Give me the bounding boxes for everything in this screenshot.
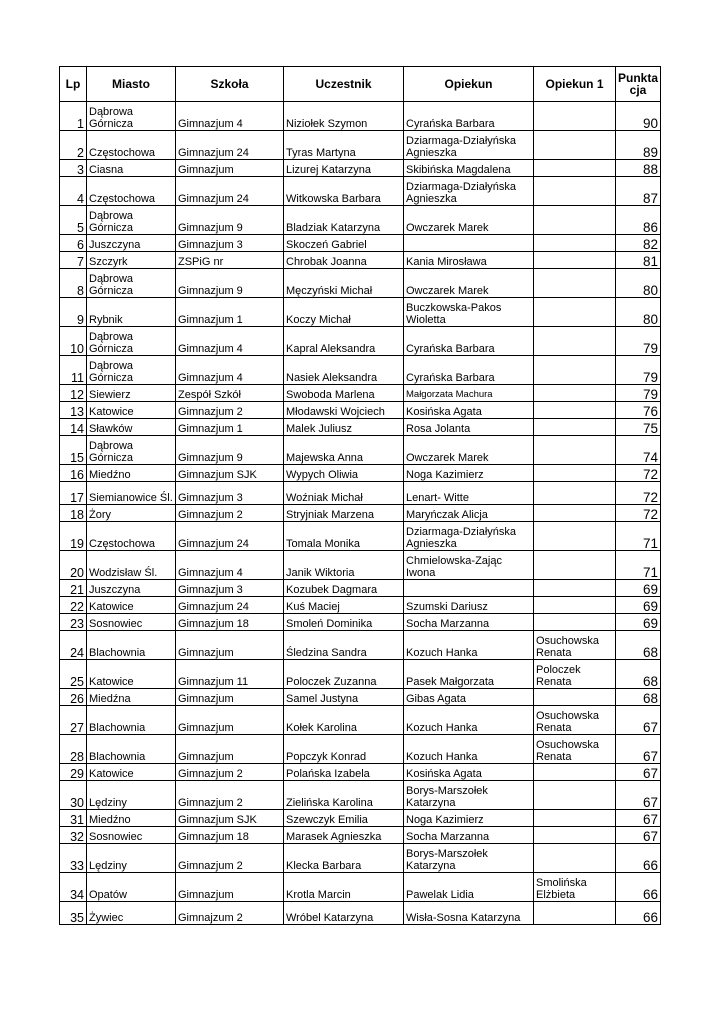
row-opiekun: Socha Marzanna	[404, 614, 534, 631]
row-punktacja: 86	[616, 206, 661, 235]
row-lp: 24	[60, 631, 87, 660]
table-row	[60, 327, 661, 356]
row-lp: 17	[60, 482, 87, 505]
row-punktacja: 66	[616, 844, 661, 873]
table-row	[60, 385, 661, 402]
table-row	[60, 102, 661, 131]
table-row	[60, 614, 661, 631]
row-uczestnik: Wypych Oliwia	[284, 465, 404, 482]
row-szkola: Gimnazjum 4	[176, 551, 284, 580]
row-uczestnik: Młodawski Wojciech	[284, 402, 404, 419]
row-miasto: Blachownia	[87, 706, 176, 735]
row-uczestnik: Kuś Maciej	[284, 597, 404, 614]
row-punktacja: 79	[616, 385, 661, 402]
row-punktacja: 67	[616, 706, 661, 735]
row-lp: 25	[60, 660, 87, 689]
row-punktacja: 80	[616, 269, 661, 298]
table-row	[60, 177, 661, 206]
row-szkola: Gimnazjum 4	[176, 102, 284, 131]
table-row	[60, 465, 661, 482]
row-opiekun1	[534, 810, 616, 827]
row-miasto: Opatów	[87, 873, 176, 902]
row-miasto: Szczyrk	[87, 252, 176, 269]
row-lp: 19	[60, 522, 87, 551]
row-opiekun1	[534, 327, 616, 356]
row-uczestnik: Tyras Martyna	[284, 131, 404, 160]
row-opiekun	[404, 580, 534, 597]
row-uczestnik: Krotla Marcin	[284, 873, 404, 902]
row-szkola: Gimnazjum SJK	[176, 465, 284, 482]
row-opiekun: Owczarek Marek	[404, 269, 534, 298]
row-uczestnik: Śledzina Sandra	[284, 631, 404, 660]
row-opiekun1	[534, 505, 616, 522]
row-opiekun: Dziarmaga-Działyńska Agnieszka	[404, 131, 534, 160]
row-lp: 15	[60, 436, 87, 465]
row-szkola: Gimnazjum 2	[176, 764, 284, 781]
row-opiekun: Małgorzata Machura	[404, 385, 534, 402]
row-miasto: Miedźna	[87, 689, 176, 706]
row-uczestnik: Niziołek Szymon	[284, 102, 404, 131]
row-szkola: Gimnazjum 2	[176, 505, 284, 522]
row-opiekun: Maryńczak Alicja	[404, 505, 534, 522]
table-row	[60, 551, 661, 580]
row-opiekun: Noga Kazimierz	[404, 465, 534, 482]
table-row	[60, 522, 661, 551]
row-miasto: Siemianowice Śl.	[87, 482, 176, 505]
row-miasto: Dąbrowa Górnicza	[87, 436, 176, 465]
row-opiekun: Pawelak Lidia	[404, 873, 534, 902]
row-punktacja: 72	[616, 482, 661, 505]
row-punktacja: 66	[616, 873, 661, 902]
row-opiekun1	[534, 252, 616, 269]
row-miasto: Dąbrowa Górnicza	[87, 356, 176, 385]
row-punktacja: 79	[616, 327, 661, 356]
row-opiekun: Rosa Jolanta	[404, 419, 534, 436]
row-punktacja: 88	[616, 160, 661, 177]
table-row	[60, 206, 661, 235]
table-row	[60, 356, 661, 385]
row-uczestnik: Kozubek Dagmara	[284, 580, 404, 597]
table-row	[60, 706, 661, 735]
table-row	[60, 873, 661, 902]
row-punktacja: 69	[616, 614, 661, 631]
row-opiekun: Wisła-Sosna Katarzyna	[404, 902, 534, 925]
row-uczestnik: Szewczyk Emilia	[284, 810, 404, 827]
row-opiekun1	[534, 551, 616, 580]
row-uczestnik: Malek Juliusz	[284, 419, 404, 436]
row-lp: 22	[60, 597, 87, 614]
row-uczestnik: Woźniak Michał	[284, 482, 404, 505]
row-opiekun: Kosińska Agata	[404, 402, 534, 419]
row-szkola: ZSPiG nr	[176, 252, 284, 269]
row-miasto: Wodzisław Śl.	[87, 551, 176, 580]
table-row	[60, 298, 661, 327]
row-opiekun: Kozuch Hanka	[404, 706, 534, 735]
row-uczestnik: Koczy Michał	[284, 298, 404, 327]
row-opiekun1	[534, 177, 616, 206]
row-szkola: Gimnazjum SJK	[176, 810, 284, 827]
row-opiekun1	[534, 522, 616, 551]
table-row	[60, 131, 661, 160]
row-uczestnik: Stryjniak Marzena	[284, 505, 404, 522]
row-punktacja: 68	[616, 660, 661, 689]
row-miasto: Siewierz	[87, 385, 176, 402]
row-lp: 18	[60, 505, 87, 522]
row-opiekun1	[534, 597, 616, 614]
row-uczestnik: Skoczeń Gabriel	[284, 235, 404, 252]
row-uczestnik: Chrobak Joanna	[284, 252, 404, 269]
row-opiekun	[404, 235, 534, 252]
table-row	[60, 597, 661, 614]
row-opiekun: Cyrańska Barbara	[404, 356, 534, 385]
row-szkola: Gimnazjum	[176, 706, 284, 735]
row-szkola: Gimnazjum 4	[176, 356, 284, 385]
row-szkola: Gimnazjum 24	[176, 131, 284, 160]
row-lp: 32	[60, 827, 87, 844]
row-punktacja: 80	[616, 298, 661, 327]
table-row	[60, 781, 661, 810]
row-uczestnik: Polańska Izabela	[284, 764, 404, 781]
row-miasto: Dąbrowa Górnicza	[87, 269, 176, 298]
row-lp: 11	[60, 356, 87, 385]
row-opiekun1	[534, 235, 616, 252]
row-punktacja: 71	[616, 522, 661, 551]
row-opiekun1	[534, 827, 616, 844]
row-opiekun: Noga Kazimierz	[404, 810, 534, 827]
row-punktacja: 75	[616, 419, 661, 436]
table-row	[60, 269, 661, 298]
row-opiekun: Skibińska Magdalena	[404, 160, 534, 177]
col-header-uczestnik: Uczestnik	[284, 67, 404, 102]
row-punktacja: 67	[616, 781, 661, 810]
table-row	[60, 235, 661, 252]
row-opiekun1	[534, 465, 616, 482]
row-opiekun: Kozuch Hanka	[404, 631, 534, 660]
row-punktacja: 67	[616, 827, 661, 844]
row-uczestnik: Majewska Anna	[284, 436, 404, 465]
row-miasto: Blachownia	[87, 735, 176, 764]
row-opiekun1	[534, 356, 616, 385]
row-opiekun: Cyrańska Barbara	[404, 102, 534, 131]
row-lp: 29	[60, 764, 87, 781]
row-punktacja: 68	[616, 689, 661, 706]
row-opiekun1	[534, 902, 616, 925]
row-uczestnik: Nasiek Aleksandra	[284, 356, 404, 385]
row-punktacja: 79	[616, 356, 661, 385]
row-szkola: Gimnazjum	[176, 873, 284, 902]
col-header-punktacja-line2: cja	[629, 83, 647, 97]
row-szkola: Gimnazjum	[176, 631, 284, 660]
row-opiekun1	[534, 781, 616, 810]
row-miasto: Dąbrowa Górnicza	[87, 327, 176, 356]
row-opiekun: Owczarek Marek	[404, 206, 534, 235]
row-uczestnik: Kapral Aleksandra	[284, 327, 404, 356]
row-uczestnik: Kołek Karolina	[284, 706, 404, 735]
row-punktacja: 67	[616, 764, 661, 781]
row-lp: 1	[60, 102, 87, 131]
row-miasto: Miedźno	[87, 465, 176, 482]
row-opiekun1	[534, 269, 616, 298]
row-punktacja: 67	[616, 735, 661, 764]
row-opiekun: Pasek Małgorzata	[404, 660, 534, 689]
table-row	[60, 580, 661, 597]
row-punktacja: 69	[616, 597, 661, 614]
row-szkola: Gimnazjum 3	[176, 235, 284, 252]
col-header-szkola: Szkoła	[176, 67, 284, 102]
header-row	[60, 67, 661, 102]
row-opiekun1	[534, 131, 616, 160]
row-lp: 33	[60, 844, 87, 873]
row-punktacja: 81	[616, 252, 661, 269]
row-opiekun1	[534, 844, 616, 873]
row-miasto: Katowice	[87, 402, 176, 419]
row-miasto: Częstochowa	[87, 522, 176, 551]
col-header-miasto: Miasto	[87, 67, 176, 102]
row-opiekun1	[534, 689, 616, 706]
row-opiekun1	[534, 436, 616, 465]
row-miasto: Dąbrowa Górnicza	[87, 206, 176, 235]
table-row	[60, 902, 661, 925]
row-opiekun: Kania Mirosława	[404, 252, 534, 269]
row-lp: 27	[60, 706, 87, 735]
row-miasto: Katowice	[87, 597, 176, 614]
row-szkola: Gimnazjum 24	[176, 597, 284, 614]
col-header-opiekun1: Opiekun 1	[534, 67, 616, 102]
row-punktacja: 74	[616, 436, 661, 465]
row-uczestnik: Popczyk Konrad	[284, 735, 404, 764]
row-punktacja: 66	[616, 902, 661, 925]
row-szkola: Gimnazjum 9	[176, 436, 284, 465]
row-uczestnik: Lizurej Katarzyna	[284, 160, 404, 177]
row-lp: 30	[60, 781, 87, 810]
results-table	[59, 66, 661, 925]
row-miasto: Rybnik	[87, 298, 176, 327]
row-opiekun1: Osuchowska Renata	[534, 735, 616, 764]
row-szkola: Gimnazjum 1	[176, 298, 284, 327]
row-szkola: Gimnazjum 2	[176, 844, 284, 873]
row-opiekun1	[534, 614, 616, 631]
row-lp: 6	[60, 235, 87, 252]
row-lp: 7	[60, 252, 87, 269]
row-lp: 5	[60, 206, 87, 235]
row-uczestnik: Klecka Barbara	[284, 844, 404, 873]
table-row	[60, 482, 661, 505]
table-row	[60, 252, 661, 269]
row-opiekun: Kozuch Hanka	[404, 735, 534, 764]
row-lp: 2	[60, 131, 87, 160]
row-uczestnik: Samel Justyna	[284, 689, 404, 706]
row-szkola: Gimnazjum	[176, 160, 284, 177]
row-szkola: Gimnazjum	[176, 689, 284, 706]
row-punktacja: 67	[616, 810, 661, 827]
row-opiekun1	[534, 419, 616, 436]
table-row	[60, 764, 661, 781]
row-opiekun: Gibas Agata	[404, 689, 534, 706]
row-opiekun: Owczarek Marek	[404, 436, 534, 465]
row-opiekun1	[534, 298, 616, 327]
row-lp: 21	[60, 580, 87, 597]
row-lp: 8	[60, 269, 87, 298]
row-opiekun: Dziarmaga-Działyńska Agnieszka	[404, 177, 534, 206]
row-szkola: Gimnazjum 2	[176, 781, 284, 810]
row-szkola: Gimnazjum 9	[176, 269, 284, 298]
row-szkola: Gimnazjum 11	[176, 660, 284, 689]
row-punktacja: 68	[616, 631, 661, 660]
row-punktacja: 72	[616, 505, 661, 522]
row-opiekun: Borys-Marszołek Katarzyna	[404, 781, 534, 810]
row-miasto: Juszczyna	[87, 235, 176, 252]
row-miasto: Żywiec	[87, 902, 176, 925]
row-lp: 20	[60, 551, 87, 580]
row-opiekun1	[534, 764, 616, 781]
row-szkola: Gimnazjum 1	[176, 419, 284, 436]
row-opiekun: Socha Marzanna	[404, 827, 534, 844]
row-uczestnik: Poloczek Zuzanna	[284, 660, 404, 689]
row-miasto: Miedźno	[87, 810, 176, 827]
row-miasto: Sosnowiec	[87, 827, 176, 844]
row-lp: 12	[60, 385, 87, 402]
table-body	[60, 102, 661, 925]
table-row	[60, 436, 661, 465]
row-punktacja: 71	[616, 551, 661, 580]
row-miasto: Sosnowiec	[87, 614, 176, 631]
row-punktacja: 76	[616, 402, 661, 419]
row-lp: 4	[60, 177, 87, 206]
row-miasto: Częstochowa	[87, 131, 176, 160]
row-opiekun1: Osuchowska Renata	[534, 631, 616, 660]
table-row	[60, 631, 661, 660]
row-szkola: Gimnazjum 24	[176, 177, 284, 206]
row-miasto: Katowice	[87, 764, 176, 781]
row-lp: 16	[60, 465, 87, 482]
row-punktacja: 89	[616, 131, 661, 160]
row-opiekun1: Osuchowska Renata	[534, 706, 616, 735]
row-miasto: Żory	[87, 505, 176, 522]
table-row	[60, 505, 661, 522]
col-header-punktacja-line1: Punkta	[618, 71, 659, 85]
row-opiekun1: Smolińska Elżbieta	[534, 873, 616, 902]
row-opiekun1	[534, 160, 616, 177]
row-szkola: Zespół Szkół	[176, 385, 284, 402]
row-opiekun: Lenart- Witte	[404, 482, 534, 505]
row-lp: 35	[60, 902, 87, 925]
row-lp: 34	[60, 873, 87, 902]
row-opiekun1	[534, 206, 616, 235]
row-szkola: Gimnazjum	[176, 735, 284, 764]
row-szkola: Gimnazjum 3	[176, 482, 284, 505]
row-szkola: Gimnazjum 3	[176, 580, 284, 597]
row-szkola: Gimnazjum 4	[176, 327, 284, 356]
row-opiekun: Chmielowska-Zając Iwona	[404, 551, 534, 580]
table-row	[60, 827, 661, 844]
row-opiekun: Dziarmaga-Działyńska Agnieszka	[404, 522, 534, 551]
row-szkola: Gimnazjum 18	[176, 827, 284, 844]
row-opiekun: Szumski Dariusz	[404, 597, 534, 614]
row-uczestnik: Męczyński Michał	[284, 269, 404, 298]
row-lp: 10	[60, 327, 87, 356]
row-lp: 26	[60, 689, 87, 706]
col-header-opiekun: Opiekun	[404, 67, 534, 102]
row-opiekun: Kosińska Agata	[404, 764, 534, 781]
row-miasto: Lędziny	[87, 781, 176, 810]
row-szkola: Gimnazjum 2	[176, 402, 284, 419]
row-lp: 23	[60, 614, 87, 631]
row-punktacja: 82	[616, 235, 661, 252]
col-header-punktacja	[616, 67, 661, 102]
row-lp: 13	[60, 402, 87, 419]
row-miasto: Częstochowa	[87, 177, 176, 206]
row-lp: 31	[60, 810, 87, 827]
row-opiekun: Borys-Marszołek Katarzyna	[404, 844, 534, 873]
row-miasto: Katowice	[87, 660, 176, 689]
row-szkola: Gimnazjum 24	[176, 522, 284, 551]
row-miasto: Blachownia	[87, 631, 176, 660]
row-lp: 28	[60, 735, 87, 764]
row-opiekun1	[534, 580, 616, 597]
row-szkola: Gimnazjum 18	[176, 614, 284, 631]
row-punktacja: 90	[616, 102, 661, 131]
row-opiekun1	[534, 385, 616, 402]
row-uczestnik: Bladziak Katarzyna	[284, 206, 404, 235]
table-row	[60, 735, 661, 764]
row-lp: 14	[60, 419, 87, 436]
row-punktacja: 87	[616, 177, 661, 206]
table-row	[60, 844, 661, 873]
col-header-lp: Lp	[60, 67, 87, 102]
row-szkola: Gimnajzum 2	[176, 902, 284, 925]
table-row	[60, 419, 661, 436]
row-szkola: Gimnazjum 9	[176, 206, 284, 235]
row-opiekun1	[534, 402, 616, 419]
row-uczestnik: Marasek Agnieszka	[284, 827, 404, 844]
row-opiekun1	[534, 482, 616, 505]
row-miasto: Lędziny	[87, 844, 176, 873]
row-uczestnik: Zielińska Karolina	[284, 781, 404, 810]
row-punktacja: 72	[616, 465, 661, 482]
row-miasto: Sławków	[87, 419, 176, 436]
row-miasto: Ciasna	[87, 160, 176, 177]
row-uczestnik: Wróbel Katarzyna	[284, 902, 404, 925]
row-opiekun: Cyrańska Barbara	[404, 327, 534, 356]
table-row	[60, 402, 661, 419]
table-row	[60, 689, 661, 706]
row-miasto: Juszczyna	[87, 580, 176, 597]
table-row	[60, 660, 661, 689]
table-header	[60, 67, 661, 102]
row-lp: 3	[60, 160, 87, 177]
row-punktacja: 69	[616, 580, 661, 597]
row-uczestnik: Witkowska Barbara	[284, 177, 404, 206]
row-uczestnik: Swoboda Marlena	[284, 385, 404, 402]
table-row	[60, 160, 661, 177]
row-opiekun1	[534, 102, 616, 131]
table-row	[60, 810, 661, 827]
row-lp: 9	[60, 298, 87, 327]
row-uczestnik: Tomala Monika	[284, 522, 404, 551]
row-opiekun1: Poloczek Renata	[534, 660, 616, 689]
row-uczestnik: Janik Wiktoria	[284, 551, 404, 580]
row-opiekun: Buczkowska-Pakos Wioletta	[404, 298, 534, 327]
row-uczestnik: Smoleń Dominika	[284, 614, 404, 631]
row-miasto: Dąbrowa Górnicza	[87, 102, 176, 131]
